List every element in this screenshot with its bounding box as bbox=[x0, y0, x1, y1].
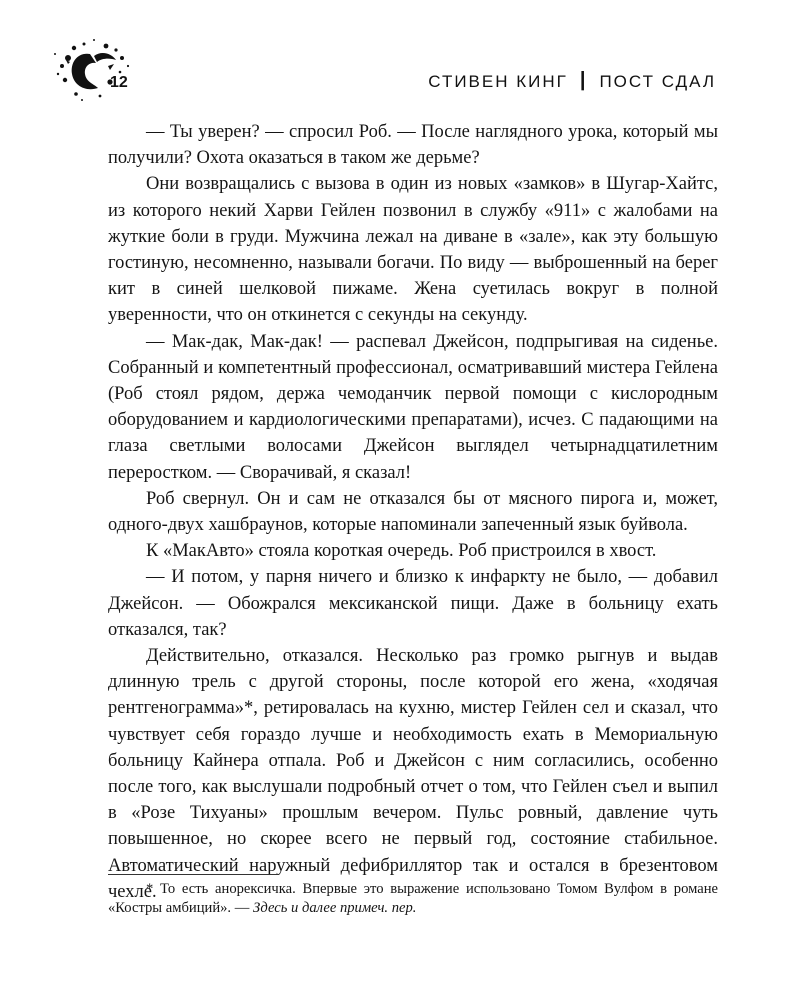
page-number: 12 bbox=[110, 74, 128, 91]
ink-splatter-icon bbox=[50, 36, 140, 106]
book-title: ПОСТ СДАЛ bbox=[599, 71, 716, 91]
body-text bbox=[108, 119, 718, 905]
header-separator: | bbox=[579, 69, 588, 91]
paragraph: — Мак-дак, Мак-дак! — распевал Джейсон, подпрыгивая на сиденье. Собранный и компетентный профессионал, осматривавший мистера Гейлена (Роб стоял рядом, держа чемоданчик первой помощи с кислородным оборудованием и кардиологическими препаратами), исчез. С падающими на глаза светлыми волосами Джейсон выглядел четырнадцатилетним переростком. — Сворачивай, я сказал! bbox=[108, 331, 718, 483]
footnote bbox=[108, 880, 718, 918]
paragraph: Роб свернул. Он и сам не отказался бы от мясного пирога и, может, одного-двух хашбраунов, которые напоминали запеченный язык буйвола. bbox=[108, 488, 718, 536]
footnote-text: * То есть анорексичка. Впервые это выражение использовано Томом Вулфом в романе «Костры амбиций». — bbox=[108, 881, 718, 916]
footnote-divider bbox=[108, 874, 278, 875]
running-head bbox=[428, 70, 716, 93]
paragraph: — И потом, у парня ничего и близко к инфаркту не было, — добавил Джейсон. — Обожрался мексиканской пищи. Даже в больницу ехать отказался, так? bbox=[108, 567, 718, 640]
paragraph: — Ты уверен? — спросил Роб. — После наглядного урока, который мы получили? Охота оказаться в таком же дерьме? bbox=[108, 122, 718, 169]
paragraph: К «МакАвто» стояла короткая очередь. Роб пристроился в хвост. bbox=[146, 541, 657, 562]
paragraph: Они возвращались с вызова в один из новых «замков» в Шугар-Хайтс, из которого некий Харви Гейлен позвонил в службу «911» с жалобами на жуткие боли в груди. Мужчина лежал на диване в «зале», как эту большую гостиную, несомненно, называли богачи. По виду — выброшенный на берег кит в синей шелковой пижаме. Жена суетилась вокруг в полной уверенности, что он откинется с секунды на секунду. bbox=[108, 174, 718, 326]
paragraph: Действительно, отказался. Несколько раз громко рыгнув и выдав длинную трель с другой стороны, после которой его жена, «ходячая рентгенограмма»*, ретировалась на кухню, мистер Гейлен сел и сказал, что чувствует себя гораздо лучше и необходимость ехать в Мемориальную больницу Кайнера отпала. Роб и Джейсон с ним согласились, особенно после того, как выслушали подробный отчет о том, что Гейлен съел и выпил в «Розе Тихуаны» прошлым вечером. Пульс ровный, давление чуть повышенное, но скорее всего не первый год, состояние стабильное. Автоматический наружный дефибриллятор так и остался в брезентовом чехле. bbox=[108, 646, 718, 902]
author-name: СТИВЕН КИНГ bbox=[428, 71, 568, 91]
translator-note: Здесь и далее примеч. пер. bbox=[252, 900, 417, 916]
